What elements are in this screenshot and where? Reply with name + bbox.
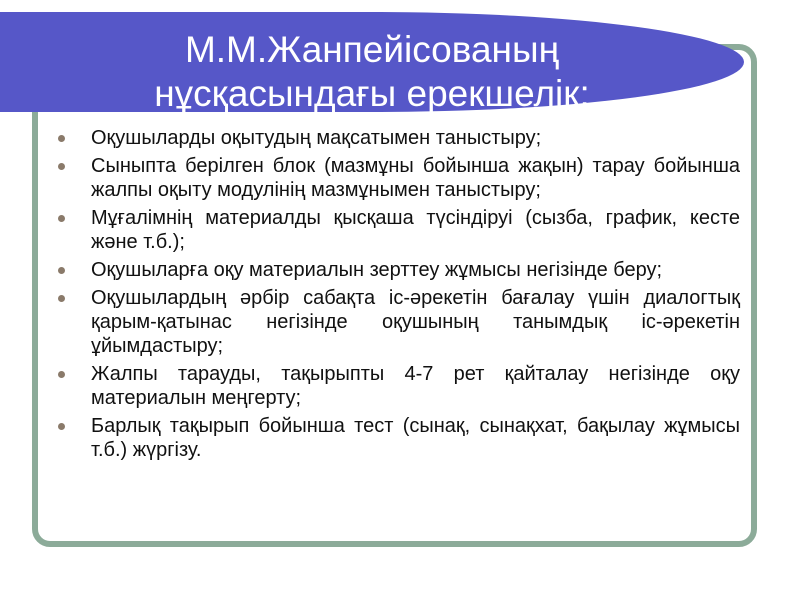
bullet-icon: [58, 371, 65, 378]
title-banner: [0, 12, 744, 112]
list-item-text: Барлық тақырып бойынша тест (сынақ, сынақхат, бақылау жұмысы т.б.) жүргізу.: [91, 415, 740, 461]
bullet-icon: [58, 423, 65, 430]
bullet-icon: [58, 163, 65, 170]
list-item: [58, 414, 740, 462]
list-item: [58, 154, 740, 202]
title-line-2: нұсқасындағы ерекшелік:: [154, 73, 590, 114]
list-item-text: Мұғалімнің материалды қысқаша түсіндіруі (сызба, график, кесте және т.б.);: [91, 207, 740, 253]
bullet-icon: [58, 295, 65, 302]
slide-title: [0, 28, 744, 116]
list-item: [58, 286, 740, 358]
bullet-icon: [58, 215, 65, 222]
list-item: [58, 126, 740, 150]
list-item-text: Жалпы тарауды, тақырыпты 4-7 рет қайталау негізінде оқу материалын меңгерту;: [91, 363, 740, 409]
bullet-list: [58, 126, 740, 466]
list-item-text: Оқушыларды оқытудың мақсатымен таныстыру;: [91, 127, 542, 149]
list-item: [58, 206, 740, 254]
list-item: [58, 258, 740, 282]
bullet-icon: [58, 135, 65, 142]
bullet-icon: [58, 267, 65, 274]
list-item-text: Оқушылардың әрбір сабақта іс-әрекетін бағалау үшін диалогтық қарым-қатынас негізінде оқушының танымдық іс-әрекетін ұйымдастыру;: [91, 287, 740, 357]
list-item-text: Оқушыларға оқу материалын зерттеу жұмысы негізінде беру;: [91, 259, 663, 281]
list-item-text: Сыныпта берілген блок (мазмұны бойынша жақын) тарау бойынша жалпы оқыту модулінің мазмұнымен таныстыру;: [91, 155, 740, 201]
title-line-1: М.М.Жанпейісованың: [184, 29, 560, 70]
list-item: [58, 362, 740, 410]
